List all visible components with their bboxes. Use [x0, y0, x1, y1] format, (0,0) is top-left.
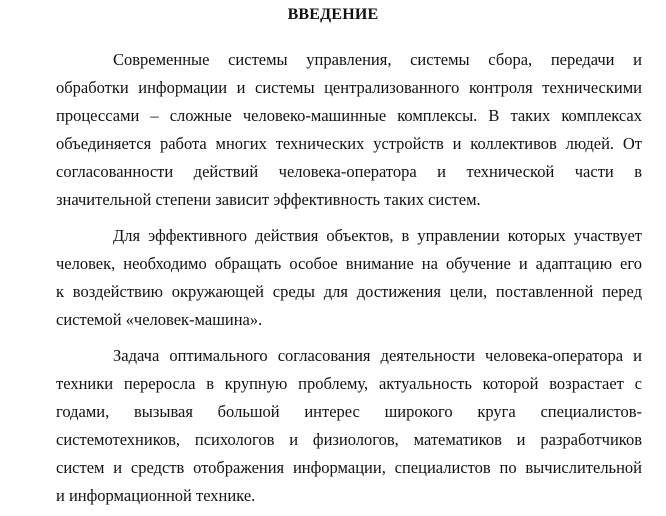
paragraph-1-line-4: объединяется работа многих технических устройств и коллективов людей. От: [56, 134, 642, 153]
paragraph-3-line-3: годами, вызывая большой интерес широкого круга специалистов-: [56, 402, 642, 421]
paragraph-2-line-4: системой «человек-машина».: [56, 310, 263, 329]
paragraph-3-line-2: техники переросла в крупную проблему, актуальность которой возрастает с: [56, 374, 642, 393]
document-heading: ВВЕДЕНИЕ: [287, 6, 379, 23]
paragraph-1-line-5: согласованности действий человека-оператора и технической части в: [56, 162, 642, 181]
paragraph-2-line-3: к воздействию окружающей среды для достижения цели, поставленной перед: [56, 282, 642, 301]
paragraph-2-line-2: человек, необходимо обращать особое внимание на обучение и адаптацию его: [56, 254, 642, 273]
paragraph-1-line-2: обработки информации и системы централизованного контроля техническими: [56, 78, 642, 97]
paragraph-1-line-1: Современные системы управления, системы сбора, передачи и: [113, 50, 642, 69]
paragraph-1-line-3: процессами – сложные человеко-машинные комплексы. В таких комплексах: [56, 106, 642, 125]
paragraph-2-line-1: Для эффективного действия объектов, в управлении которых участвует: [113, 226, 642, 245]
paragraph-3-line-6: и информационной технике.: [56, 486, 256, 505]
paragraph-3-line-1: Задача оптимального согласования деятельности человека-оператора и: [113, 346, 642, 365]
paragraph-1-line-6: значительной степени зависит эффективность таких систем.: [56, 190, 481, 209]
paragraph-3-line-5: систем и средств отображения информации, специалистов по вычислительной: [56, 458, 642, 477]
paragraph-3-line-4: системотехников, психологов и физиологов, математиков и разработчиков: [56, 430, 642, 449]
